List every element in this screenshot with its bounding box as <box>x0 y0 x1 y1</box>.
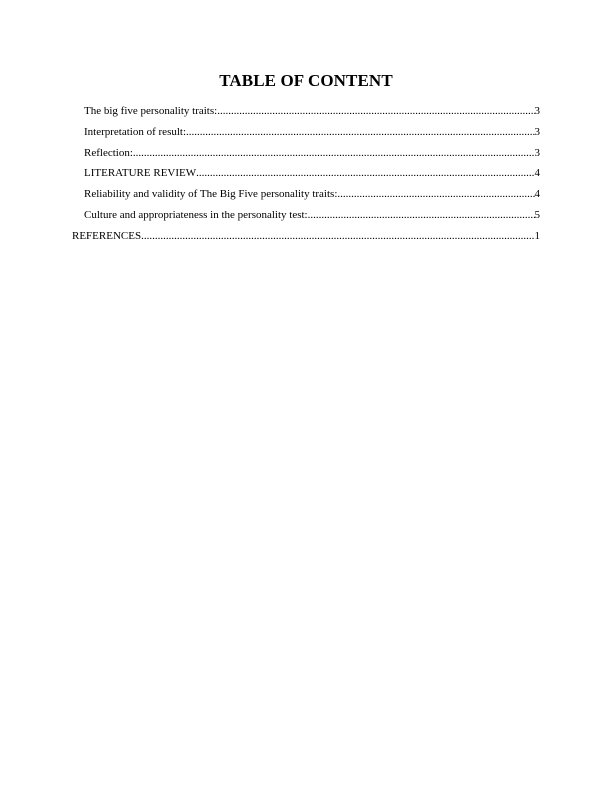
toc-dot-leader <box>186 125 534 139</box>
toc-entry-text: Reflection: <box>84 146 133 159</box>
toc-dot-leader <box>141 229 534 243</box>
toc-entry-text: Interpretation of result: <box>84 125 187 138</box>
toc-entry[interactable] <box>72 125 540 146</box>
toc-entry-text: Culture and appropriateness in the personality test: <box>84 208 308 221</box>
toc-entry-text: Reliability and validity of The Big Five personality traits: <box>84 188 338 201</box>
toc-dot-leader <box>308 208 535 222</box>
toc-entry-page: 4 <box>534 188 540 201</box>
toc-entry-text: LITERATURE REVIEW <box>84 167 197 180</box>
toc-dot-leader <box>337 187 534 201</box>
toc-entry-page: 3 <box>534 146 540 159</box>
toc-entry[interactable] <box>72 187 540 208</box>
toc-list <box>72 104 540 250</box>
toc-dot-leader <box>217 104 534 118</box>
toc-dot-leader <box>196 166 534 180</box>
toc-entry-text: REFERENCES <box>72 229 142 242</box>
toc-entry[interactable] <box>72 208 540 229</box>
toc-entry-page: 4 <box>534 167 540 180</box>
toc-entry-page: 1 <box>534 229 540 242</box>
toc-entry[interactable] <box>72 166 540 187</box>
toc-entry-page: 3 <box>534 105 540 117</box>
toc-entry[interactable] <box>72 146 540 167</box>
toc-title: TABLE OF CONTENT <box>219 71 393 90</box>
toc-entry-page: 5 <box>534 208 540 221</box>
toc-entry[interactable] <box>72 229 540 250</box>
toc-entry[interactable] <box>72 104 540 125</box>
toc-dot-leader <box>133 146 535 160</box>
toc-entry-page: 3 <box>534 125 540 138</box>
toc-entry-text: The big five personality traits: <box>84 105 218 117</box>
